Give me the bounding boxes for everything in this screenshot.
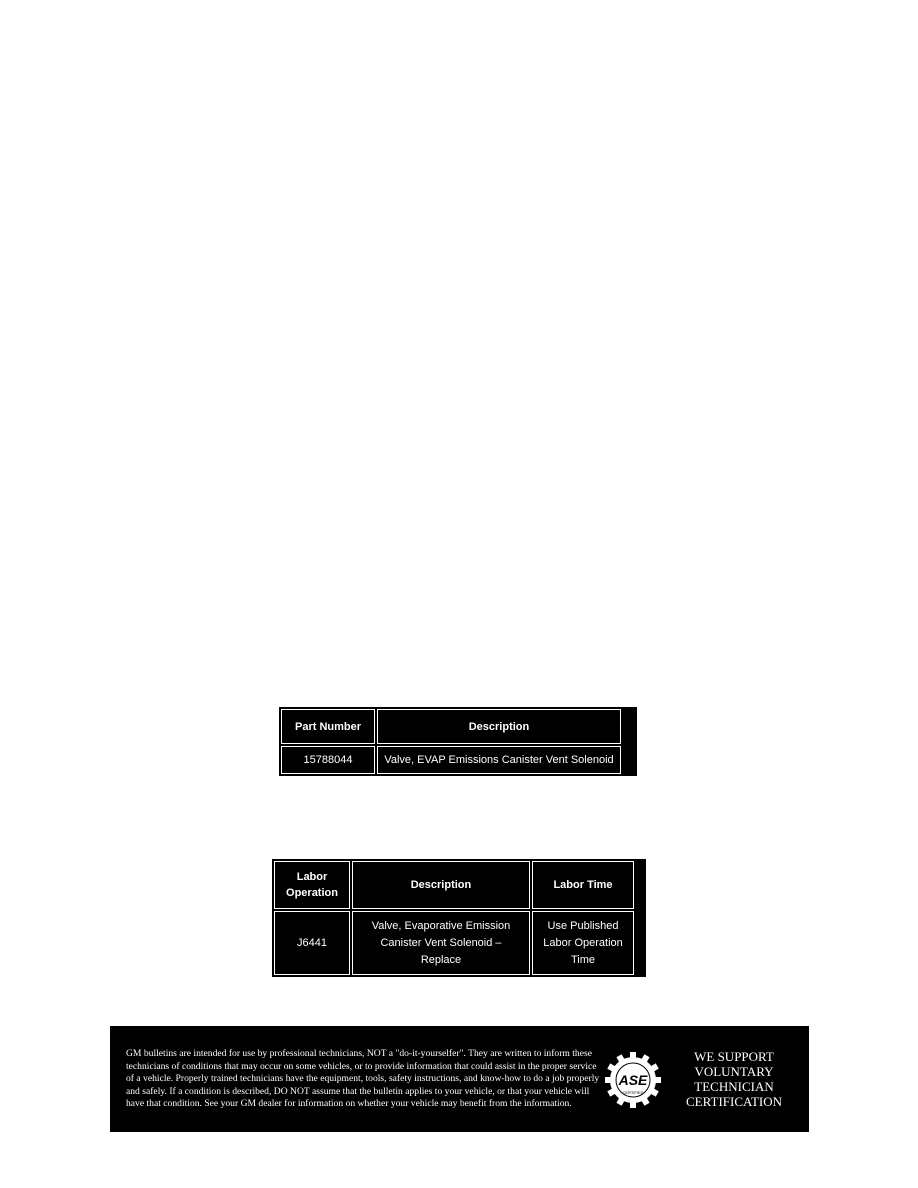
description-cell: Valve, EVAP Emissions Canister Vent Solenoid bbox=[377, 746, 621, 774]
certification-slogan bbox=[672, 1049, 796, 1109]
description-cell: Valve, Evaporative Emission Canister Vent Solenoid – Replace bbox=[352, 911, 530, 975]
labor-table bbox=[272, 859, 646, 977]
column-header-part-number: Part Number bbox=[281, 709, 375, 744]
ase-certified-logo-icon bbox=[603, 1050, 663, 1110]
table-header-row bbox=[281, 709, 621, 744]
part-number-cell: 15788044 bbox=[281, 746, 375, 774]
slogan-line: TECHNICIAN bbox=[694, 1079, 774, 1094]
column-header-description: Description bbox=[352, 861, 530, 909]
table-row bbox=[281, 746, 621, 774]
table-row bbox=[274, 911, 634, 975]
disclaimer-footer bbox=[110, 1026, 809, 1132]
disclaimer-text: GM bulletins are intended for use by professional technicians, NOT a "do-it-yourselfer". They are written to inform these technicians of conditions that may occur on some vehicles, or to provide information that could assist in the proper service of a vehicle. Properly trained technicians have the equipment, tools, safety instructions, and know-how to do a job properly and safely. If a condition is described, DO NOT assume that the bulletin applies to your vehicle, or that your vehicle will have that condition. See your GM dealer for information on whether your vehicle may benefit from the information. bbox=[126, 1048, 600, 1109]
labor-operation-cell: J6441 bbox=[274, 911, 350, 975]
column-header-labor-operation: Labor Operation bbox=[274, 861, 350, 909]
slogan-line: WE SUPPORT bbox=[694, 1049, 774, 1064]
ase-logo-text: ASE bbox=[618, 1072, 648, 1088]
parts-table bbox=[279, 707, 637, 776]
slogan-line: VOLUNTARY bbox=[694, 1064, 774, 1079]
labor-time-cell: Use Published Labor Operation Time bbox=[532, 911, 634, 975]
column-header-description: Description bbox=[377, 709, 621, 744]
column-header-labor-time: Labor Time bbox=[532, 861, 634, 909]
ase-logo-subtext: CERTIFIED bbox=[622, 1090, 644, 1095]
table-header-row bbox=[274, 861, 634, 909]
slogan-line: CERTIFICATION bbox=[686, 1094, 782, 1109]
